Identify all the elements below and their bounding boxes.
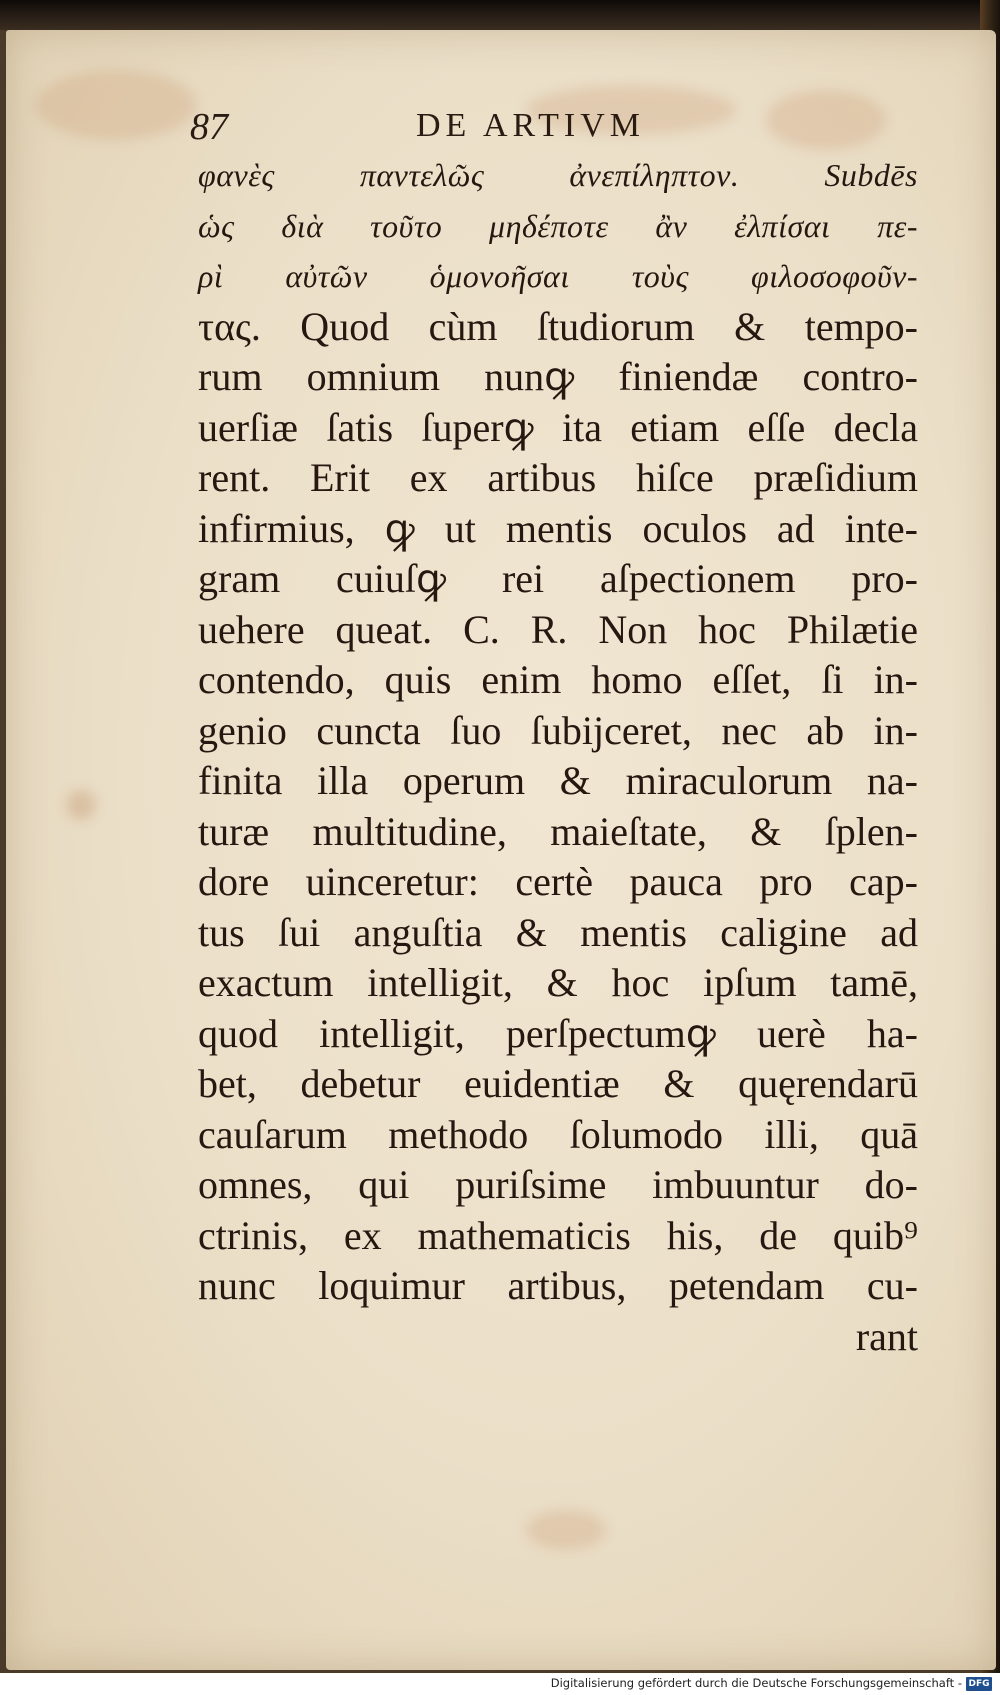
book-edge-shadow [0,0,1000,30]
text-line: gram cuiuſꝙ rei aſpectionem pro- [198,556,918,601]
text-line: ρὶ αὐτῶν ὁμονοῆσαι τοὺς φιλοσοφοῦν- [198,258,918,294]
text-line: infirmius, ꝙ ut mentis oculos ad inte- [198,505,918,551]
text-line: turæ multitudine, maieſtate, & ſplen- [198,808,918,854]
text-line: rent. Erit ex artibus hiſce præſidium [198,455,918,500]
text-line: contendo, quis enim homo eſſet, ſi in- [198,657,918,702]
paper-stain [526,1510,606,1550]
text-line: quod intelligit, perſpectumꝙ uerè ha- [198,1010,918,1056]
text-line: cauſarum methodo ſolumodo illi, quā [198,1111,918,1157]
text-line: dore uinceretur: certè pauca pro cap- [198,859,918,904]
text-line: omnes, qui puriſsime imbuuntur do- [198,1162,918,1207]
dfg-logo: DFG [966,1677,992,1691]
page-number: 87 [190,106,228,148]
text-line: ὡς διὰ τοῦτο μηδέποτε ἂν ἐλπίσαι πε- [198,207,918,244]
text-line: nunc loquimur artibus, petendam cu- [198,1263,918,1308]
paper-stain [36,70,196,140]
text-line: bet, debetur euidentiæ & quęrendarū [198,1061,918,1106]
catchword: rant [855,1313,918,1359]
body-text [198,150,918,1362]
text-line: τας. Quod cùm ſtudiorum & tempo- [198,303,918,349]
text-line: uerſiæ ſatis ſuperꝙ ita etiam eſſe decla [198,404,918,450]
text-line: genio cuncta ſuo ſubijceret, nec ab in- [198,707,918,753]
text-line: exactum intelligit, & hoc ipſum tamē, [198,960,918,1005]
running-head [190,105,810,155]
paper-stain [66,790,96,820]
text-line: finita illa operum & miraculorum na- [198,758,918,803]
running-head-title: DE ARTIVM [416,107,646,144]
digitization-footer [0,1673,1000,1695]
text-line: uehere queat. C. R. Non hoc Philætie [198,606,918,652]
text-line: φανὲς παντελῶς ἀνεπίληπτον. Subdēs [198,157,918,193]
text-line: rum omnium nunꝙ finiendæ contro- [198,354,918,399]
text-line: ctrinis, ex mathematicis his, de quib⁹ [198,1212,918,1258]
funding-credit: Digitalisierung gefördert durch die Deutsche Forschungsgemeinschaft - [550,1676,962,1690]
text-line: tus ſui anguſtia & mentis caligine ad [198,909,918,955]
